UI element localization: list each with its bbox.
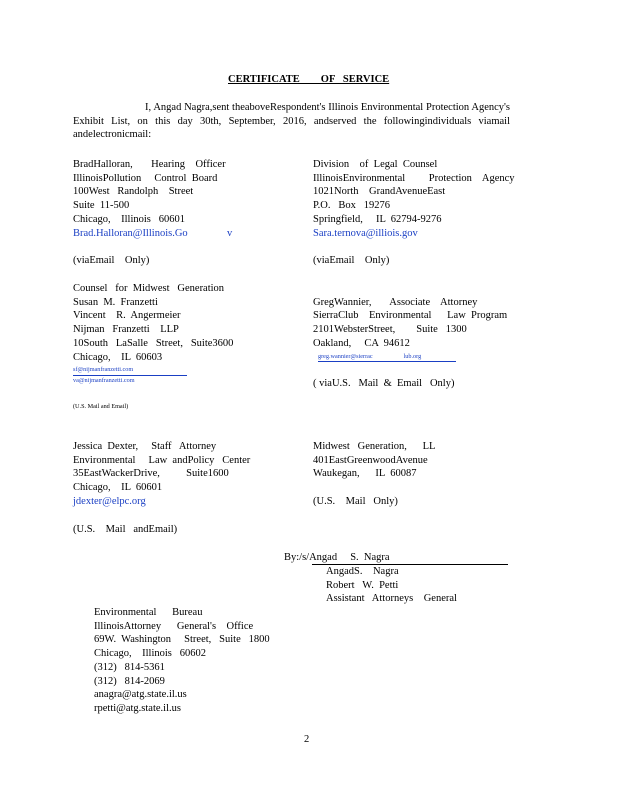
franzetti-line-2: Susan M. Franzetti (73, 296, 158, 308)
wannier-line-2: SierraClub Environmental Law Program (313, 310, 508, 322)
wannier-email-underline (318, 361, 456, 362)
franzetti-line-5: 10South LaSalle Street, Suite3600 (73, 337, 234, 349)
halloran-email-link[interactable]: Brad.Halloran@Illinois.Go v (73, 227, 233, 239)
wannier-line-3: 2101WebsterStreet, Suite 1300 (313, 324, 467, 336)
wannier-via: ( viaU.S. Mail & Email Only) (313, 378, 455, 389)
division-via: (viaEmail Only) (313, 255, 390, 266)
halloran-line-3: 100West Randolph Street (73, 186, 194, 198)
franzetti-line-6: Chicago, IL 60603 (73, 351, 163, 363)
page-number: 2 (304, 734, 310, 745)
dexter-via: (U.S. Mail andEmail) (73, 524, 178, 535)
office-email-2: rpetti@atg.state.il.us (94, 702, 181, 714)
office-line-4: Chicago, Illinois 60602 (94, 648, 206, 660)
dexter-line-3: 35EastWackerDrive, Suite1600 (73, 468, 229, 480)
signature-line: By:/s/Angad S. Nagra (284, 552, 390, 563)
franzetti-line-3: Vincent R. Angermeier (73, 310, 181, 322)
halloran-line-1: BradHalloran, Hearing Officer (73, 159, 226, 170)
franzetti-line-1: Counsel for Midwest Generation (73, 283, 225, 294)
office-phone-2: (312) 814-2069 (94, 675, 165, 687)
dexter-line-4: Chicago, IL 60601 (73, 482, 163, 494)
division-line-2: IllinoisEnvironmental Protection Agency (313, 172, 515, 184)
midwest-line-3: Waukegan, IL 60087 (313, 468, 417, 480)
division-line-5: Springfield, IL 62794-9276 (313, 213, 442, 225)
halloran-via: (viaEmail Only) (73, 255, 150, 266)
office-line-3: 69W. Washington Street, Suite 1800 (94, 634, 270, 646)
wannier-line-1: GregWannier, Associate Attorney (313, 296, 478, 308)
halloran-line-4: Suite 11-500 (73, 200, 130, 212)
signature-name-1: AngadS. Nagra (326, 566, 399, 577)
midwest-line-2: 401EastGreenwoodAvenue (313, 454, 428, 466)
halloran-line-2: IllinoisPollution Control Board (73, 172, 218, 184)
division-line-1: Division of Legal Counsel (313, 159, 438, 170)
franzetti-via: (U.S. Mail and Email) (73, 403, 129, 410)
office-email-1: anagra@atg.state.il.us (94, 689, 187, 701)
midwest-line-1: Midwest Generation, LL (313, 441, 436, 452)
dexter-line-1: Jessica Dexter, Staff Attorney (73, 441, 217, 452)
page-title: CERTIFICATE OF SERVICE (228, 74, 390, 85)
signature-title: Assistant Attorneys General (326, 593, 457, 605)
division-line-4: P.O. Box 19276 (313, 200, 391, 212)
franzetti-line-4: Nijman Franzetti LLP (73, 324, 179, 336)
wannier-line-4: Oakland, CA 94612 (313, 337, 410, 349)
franzetti-email-1-link[interactable]: sf@nijmanfranzetti.com (73, 366, 134, 373)
franzetti-email-underline (73, 375, 187, 376)
dexter-email-link[interactable]: jdexter@elpc.org (73, 495, 146, 507)
intro-paragraph: I, Angad Nagra,sent theaboveRespondent's Illinois Environmental Protection Agency's Exhibit List, on this day 30th, September, 2016, andserved the followingindividuals viamail andelectronicmail: (73, 102, 510, 141)
office-line-1: Environmental Bureau (94, 607, 203, 618)
halloran-line-5: Chicago, Illinois 60601 (73, 213, 185, 225)
division-email-link[interactable]: Sara.ternova@illiois.gov (313, 227, 418, 239)
division-line-3: 1021North GrandAvenueEast (313, 186, 446, 198)
office-line-2: IllinoisAttorney General's Office (94, 620, 254, 632)
midwest-via: (U.S. Mail Only) (313, 496, 398, 507)
wannier-email-link[interactable]: greg.wannier@sierrac lub.org (318, 353, 422, 360)
signature-name-2: Robert W. Petti (326, 579, 399, 591)
office-phone-1: (312) 814-5361 (94, 661, 165, 673)
dexter-line-2: Environmental Law andPolicy Center (73, 454, 251, 466)
franzetti-email-2-link[interactable]: va@nijmanfranzetti.com (73, 377, 135, 384)
